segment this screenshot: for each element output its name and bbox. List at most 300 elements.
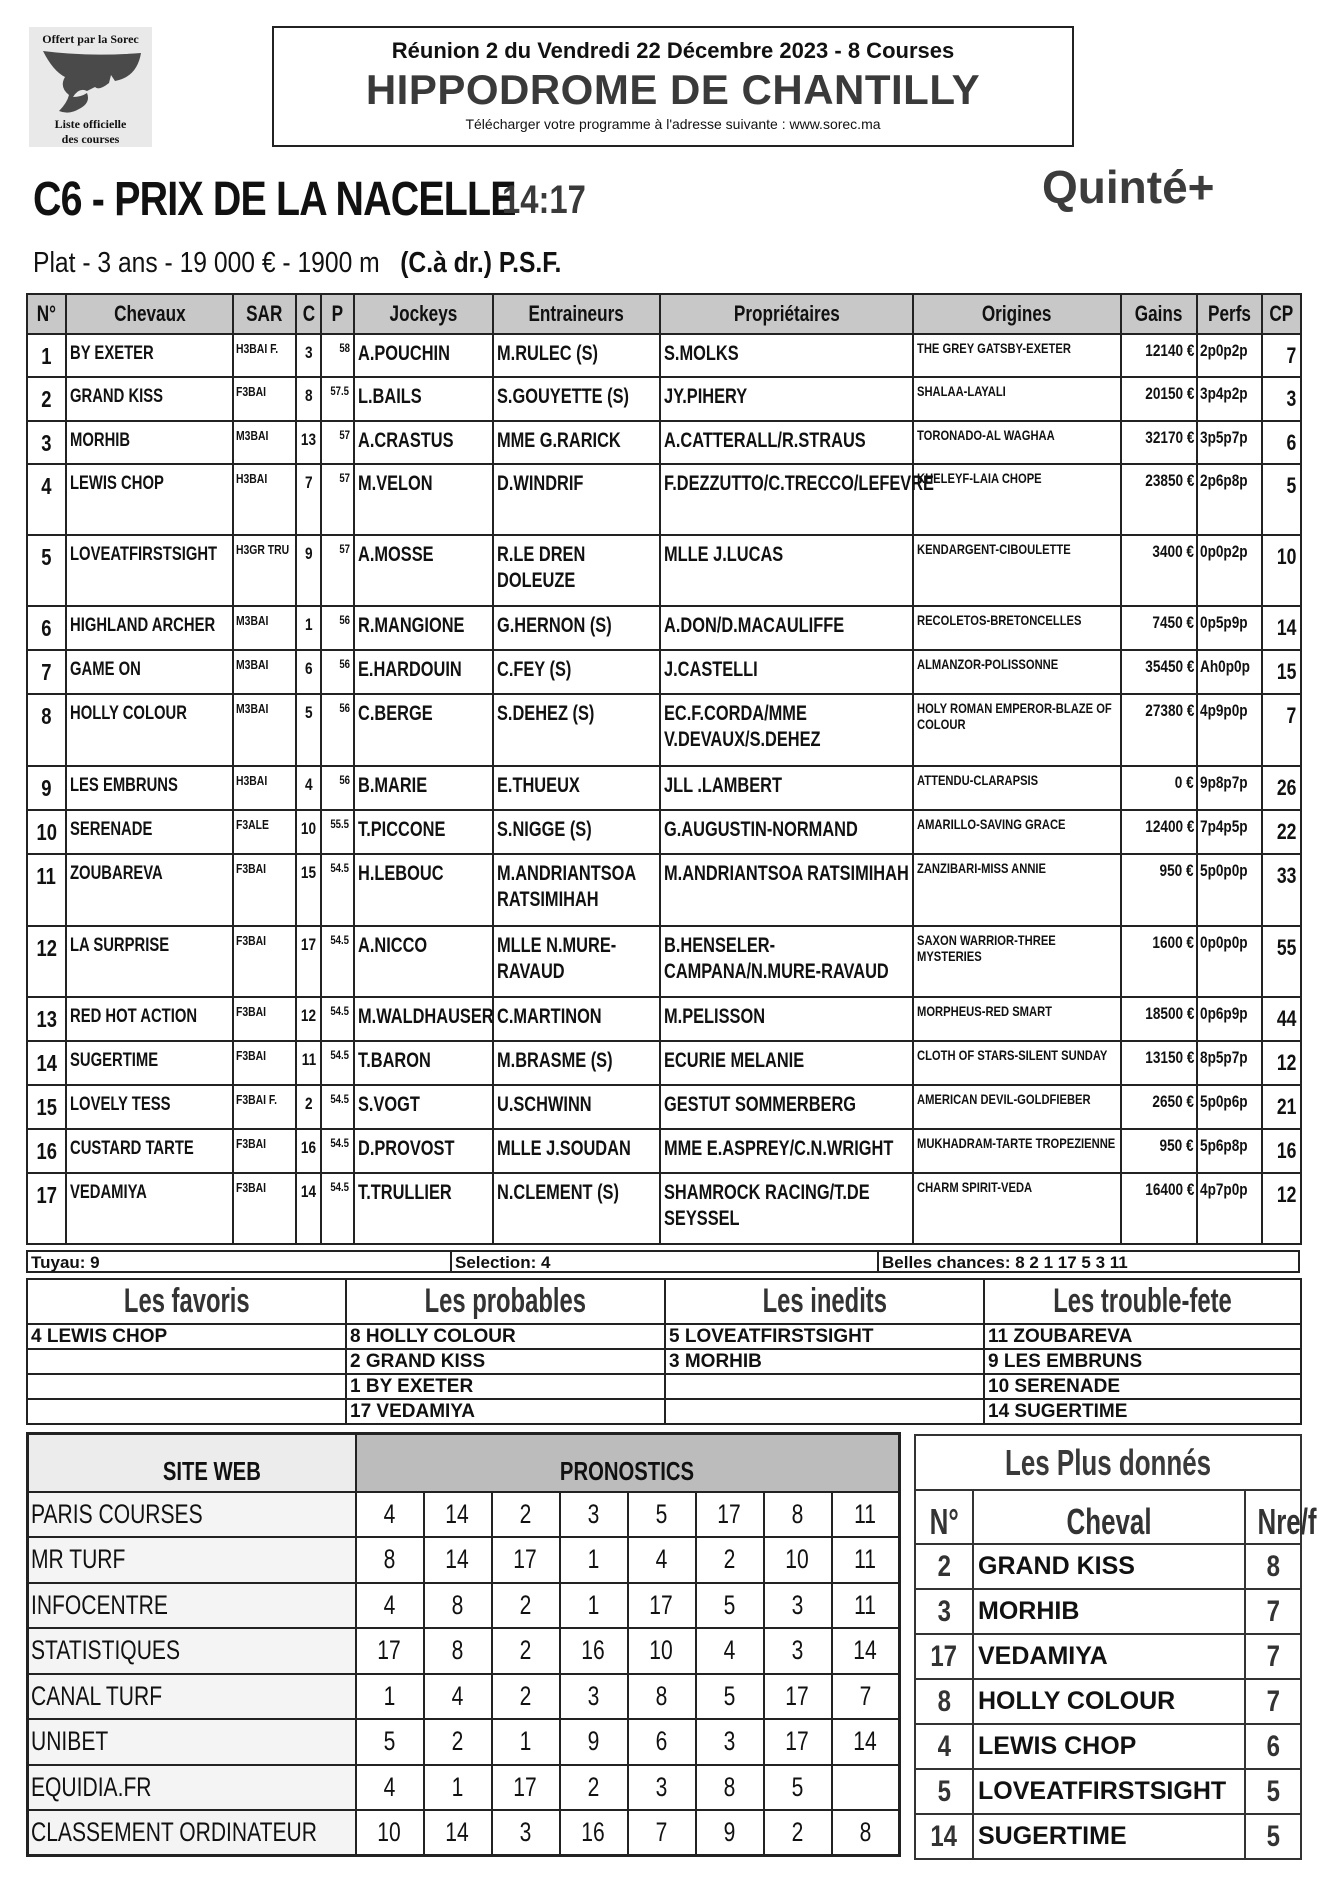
owner-name: M.ANDRIANTSOA RATSIMIHAH [660, 854, 913, 926]
race-time: 14:17 [502, 178, 586, 222]
plus-count: 5 [1245, 1769, 1301, 1814]
recent-form: 5p0p6p [1197, 1085, 1262, 1129]
category-cell: 10 SERENADE [984, 1374, 1301, 1399]
sar-code: F3BAI [233, 1041, 296, 1085]
category-cell: 14 SUGERTIME [984, 1399, 1301, 1424]
horse-name: SUGERTIME [66, 1041, 233, 1085]
horse-name: LOVEATFIRSTSIGHT [66, 535, 233, 606]
earnings: 18500 € [1121, 997, 1197, 1041]
earnings: 950 € [1121, 1129, 1197, 1173]
earnings: 27380 € [1121, 694, 1197, 766]
sar-code: F3BAI [233, 926, 296, 997]
weight: 57.5 [321, 377, 354, 421]
recent-form: 0p6p9p [1197, 997, 1262, 1041]
recent-form: 3p5p7p [1197, 421, 1262, 464]
plus-donnes-row [915, 1544, 1301, 1589]
plus-count: 5 [1245, 1814, 1301, 1859]
trainer-name: MLLE J.SOUDAN [493, 1129, 660, 1173]
horse-name: BY EXETER [66, 334, 233, 377]
pick-cell: 16 [560, 1628, 628, 1674]
pedigree: MUKHADRAM-TARTE TROPEZIENNE [913, 1129, 1121, 1173]
stall-number: 1 [296, 606, 321, 650]
earnings: 1600 € [1121, 926, 1197, 997]
col-header-sar: SAR [233, 294, 296, 334]
horse-name: LEWIS CHOP [66, 464, 233, 535]
pedigree: AMERICAN DEVIL-GOLDFIEBER [913, 1085, 1121, 1129]
earnings: 12140 € [1121, 334, 1197, 377]
pick-cell: 4 [628, 1537, 696, 1583]
plus-donnes-row [915, 1679, 1301, 1724]
horse-name: MORHIB [66, 421, 233, 464]
table-row [27, 1129, 1301, 1173]
owner-name: JLL .LAMBERT [660, 766, 913, 810]
trainer-name: C.MARTINON [493, 997, 660, 1041]
categories-row [27, 1349, 1301, 1374]
pronostic-row [28, 1765, 900, 1811]
horse-name: HOLLY COLOUR [66, 694, 233, 766]
logo-top-text: Offert par la Sorec [42, 32, 139, 46]
pronostic-row [28, 1628, 900, 1674]
cp-value: 12 [1262, 1041, 1301, 1085]
jockey-name: E.HARDOUIN [354, 650, 493, 694]
sar-code: F3BAI [233, 1129, 296, 1173]
earnings: 3400 € [1121, 535, 1197, 606]
sar-code: F3BAI F. [233, 1085, 296, 1129]
weight: 55.5 [321, 810, 354, 854]
stall-number: 3 [296, 334, 321, 377]
horse-name: GAME ON [66, 650, 233, 694]
race-conditions-bold: (C.à dr.) P.S.F. [400, 247, 562, 279]
jockey-name: R.MANGIONE [354, 606, 493, 650]
earnings: 16400 € [1121, 1173, 1197, 1244]
meeting-header [272, 26, 1074, 147]
sar-code: M3BAI [233, 650, 296, 694]
cp-value: 3 [1262, 377, 1301, 421]
category-cell [27, 1399, 346, 1424]
pick-cell: 17 [628, 1583, 696, 1629]
runner-number: 10 [27, 810, 66, 854]
stall-number: 8 [296, 377, 321, 421]
horse-name: LOVELY TESS [66, 1085, 233, 1129]
category-cell: 11 ZOUBAREVA [984, 1324, 1301, 1349]
sorec-logo [29, 27, 152, 147]
plus-count: 8 [1245, 1544, 1301, 1589]
col-header-gains: Gains [1121, 294, 1197, 334]
pronostic-row [28, 1719, 900, 1765]
sar-code: F3BAI [233, 997, 296, 1041]
bet-type-label: Quinté+ [1042, 161, 1215, 213]
pedigree: KENDARGENT-CIBOULETTE [913, 535, 1121, 606]
earnings: 2650 € [1121, 1085, 1197, 1129]
weight: 54.5 [321, 1129, 354, 1173]
earnings: 12400 € [1121, 810, 1197, 854]
owner-name: A.CATTERALL/R.STRAUS [660, 421, 913, 464]
pick-cell: 9 [560, 1719, 628, 1765]
pronostics-table [26, 1432, 901, 1857]
trainer-name: MLLE N.MURE-RAVAUD [493, 926, 660, 997]
table-row [27, 1041, 1301, 1085]
jockey-name: S.VOGT [354, 1085, 493, 1129]
recent-form: 3p4p2p [1197, 377, 1262, 421]
pick-cell: 3 [492, 1810, 560, 1856]
pick-cell: 5 [764, 1765, 832, 1811]
pick-cell: 7 [832, 1674, 900, 1720]
owner-name: B.HENSELER-CAMPANA/N.MURE-RAVAUD [660, 926, 913, 997]
pedigree: AMARILLO-SAVING GRACE [913, 810, 1121, 854]
sar-code: H3GR TRU [233, 535, 296, 606]
pedigree: CLOTH OF STARS-SILENT SUNDAY [913, 1041, 1121, 1085]
trainer-name: E.THUEUX [493, 766, 660, 810]
table-row [27, 377, 1301, 421]
stall-number: 17 [296, 926, 321, 997]
sar-code: H3BAI F. [233, 334, 296, 377]
runner-number: 13 [27, 997, 66, 1041]
col-header-jockeys: Jockeys [354, 294, 493, 334]
trainer-name: C.FEY (S) [493, 650, 660, 694]
jockey-name: A.POUCHIN [354, 334, 493, 377]
recent-form: 4p9p0p [1197, 694, 1262, 766]
pick-cell: 7 [628, 1810, 696, 1856]
jockey-name: T.BARON [354, 1041, 493, 1085]
weight: 57 [321, 421, 354, 464]
stall-number: 4 [296, 766, 321, 810]
jockey-name: T.PICCONE [354, 810, 493, 854]
pick-cell: 3 [628, 1765, 696, 1811]
cp-value: 26 [1262, 766, 1301, 810]
table-row [27, 421, 1301, 464]
download-note: Télécharger votre programme à l'adresse suivante : www.sorec.ma [465, 116, 881, 132]
pick-cell: 1 [424, 1765, 492, 1811]
pick-cell: 1 [560, 1583, 628, 1629]
sar-code: F3ALE [233, 810, 296, 854]
stall-number: 15 [296, 854, 321, 926]
cp-value: 12 [1262, 1173, 1301, 1244]
sar-code: M3BAI [233, 606, 296, 650]
table-row [27, 766, 1301, 810]
weight: 56 [321, 650, 354, 694]
pick-cell: 5 [628, 1492, 696, 1538]
runner-number: 8 [27, 694, 66, 766]
pick-cell: 16 [560, 1810, 628, 1856]
pedigree: ATTENDU-CLARAPSIS [913, 766, 1121, 810]
sar-code: F3BAI [233, 377, 296, 421]
earnings: 23850 € [1121, 464, 1197, 535]
cp-value: 10 [1262, 535, 1301, 606]
runner-number: 5 [27, 535, 66, 606]
pick-cell: 4 [424, 1674, 492, 1720]
trainer-name: MME G.RARICK [493, 421, 660, 464]
recent-form: 2p6p8p [1197, 464, 1262, 535]
earnings: 13150 € [1121, 1041, 1197, 1085]
horse-name: LA SURPRISE [66, 926, 233, 997]
owner-name: J.CASTELLI [660, 650, 913, 694]
pick-cell: 2 [696, 1537, 764, 1583]
pick-cell: 11 [832, 1537, 900, 1583]
cat-header-favoris: Les favoris [27, 1279, 346, 1324]
pedigree: KHELEYF-LAIA CHOPE [913, 464, 1121, 535]
pick-cell: 17 [356, 1628, 424, 1674]
race-conditions [33, 247, 561, 280]
plus-header-count: Nre/f [1245, 1490, 1301, 1544]
horse-name: HIGHLAND ARCHER [66, 606, 233, 650]
pick-cell: 17 [492, 1537, 560, 1583]
table-row [27, 694, 1301, 766]
pronostics-header: PRONOSTICS [356, 1434, 900, 1492]
weight: 56 [321, 694, 354, 766]
category-cell [665, 1374, 984, 1399]
jockey-name: A.CRASTUS [354, 421, 493, 464]
plus-horse-number: 14 [915, 1814, 973, 1859]
pick-cell: 2 [424, 1719, 492, 1765]
pick-cell: 5 [696, 1674, 764, 1720]
pick-cell: 3 [764, 1628, 832, 1674]
weight: 57 [321, 464, 354, 535]
category-cell: 2 GRAND KISS [346, 1349, 665, 1374]
selection-label: Selection: 4 [452, 1252, 879, 1271]
col-header-p: P [321, 294, 354, 334]
jockey-name: M.WALDHAUSER [354, 997, 493, 1041]
pedigree: HOLY ROMAN EMPEROR-BLAZE OF COLOUR [913, 694, 1121, 766]
owner-name: MME E.ASPREY/C.N.WRIGHT [660, 1129, 913, 1173]
category-cell [665, 1399, 984, 1424]
weight: 54.5 [321, 1041, 354, 1085]
plus-donnes-row [915, 1589, 1301, 1634]
plus-count: 7 [1245, 1589, 1301, 1634]
category-cell: 4 LEWIS CHOP [27, 1324, 346, 1349]
cat-header-trouble-fete: Les trouble-fete [984, 1279, 1301, 1324]
owner-name: EC.F.CORDA/MME V.DEVAUX/S.DEHEZ [660, 694, 913, 766]
horse-name: VEDAMIYA [66, 1173, 233, 1244]
site-name: PARIS COURSES [28, 1492, 356, 1538]
table-header-row [27, 294, 1301, 334]
pedigree: SAXON WARRIOR-THREE MYSTERIES [913, 926, 1121, 997]
pick-cell: 11 [832, 1583, 900, 1629]
sar-code: H3BAI [233, 464, 296, 535]
weight: 56 [321, 606, 354, 650]
runner-number: 3 [27, 421, 66, 464]
trainer-name: M.RULEC (S) [493, 334, 660, 377]
table-row [27, 854, 1301, 926]
pick-cell: 8 [832, 1810, 900, 1856]
stall-number: 6 [296, 650, 321, 694]
category-cell: 5 LOVEATFIRSTSIGHT [665, 1324, 984, 1349]
pick-cell: 8 [424, 1628, 492, 1674]
plus-horse-number: 3 [915, 1589, 973, 1634]
plus-horse-number: 5 [915, 1769, 973, 1814]
owner-name: A.DON/D.MACAULIFFE [660, 606, 913, 650]
pick-cell: 2 [492, 1628, 560, 1674]
plus-horse-name: GRAND KISS [973, 1544, 1245, 1589]
site-name: MR TURF [28, 1537, 356, 1583]
pronostics-header-row [28, 1434, 900, 1492]
pedigree: ALMANZOR-POLISSONNE [913, 650, 1121, 694]
trainer-name: N.CLEMENT (S) [493, 1173, 660, 1244]
cp-value: 16 [1262, 1129, 1301, 1173]
tips-bar [26, 1250, 1300, 1273]
pedigree: SHALAA-LAYALI [913, 377, 1121, 421]
plus-donnes-row [915, 1724, 1301, 1769]
horse-name: ZOUBAREVA [66, 854, 233, 926]
category-cell: 1 BY EXETER [346, 1374, 665, 1399]
pronostic-row [28, 1810, 900, 1856]
stall-number: 12 [296, 997, 321, 1041]
trainer-name: S.DEHEZ (S) [493, 694, 660, 766]
table-row [27, 334, 1301, 377]
owner-name: JY.PIHERY [660, 377, 913, 421]
plus-horse-number: 8 [915, 1679, 973, 1724]
plus-count: 6 [1245, 1724, 1301, 1769]
plus-count: 7 [1245, 1634, 1301, 1679]
plus-horse-name: MORHIB [973, 1589, 1245, 1634]
stall-number: 10 [296, 810, 321, 854]
pick-cell: 8 [356, 1537, 424, 1583]
earnings: 950 € [1121, 854, 1197, 926]
runner-number: 17 [27, 1173, 66, 1244]
trainer-name: S.NIGGE (S) [493, 810, 660, 854]
table-row [27, 535, 1301, 606]
runner-number: 12 [27, 926, 66, 997]
pick-cell [832, 1765, 900, 1811]
earnings: 20150 € [1121, 377, 1197, 421]
category-cell: 8 HOLLY COLOUR [346, 1324, 665, 1349]
trainer-name: U.SCHWINN [493, 1085, 660, 1129]
categories-row [27, 1324, 1301, 1349]
stall-number: 7 [296, 464, 321, 535]
plus-horse-number: 4 [915, 1724, 973, 1769]
site-name: UNIBET [28, 1719, 356, 1765]
pedigree: CHARM SPIRIT-VEDA [913, 1173, 1121, 1244]
cat-header-inedits: Les inedits [665, 1279, 984, 1324]
pick-cell: 9 [696, 1810, 764, 1856]
col-header-cp: CP [1262, 294, 1301, 334]
pick-cell: 17 [764, 1674, 832, 1720]
pedigree: MORPHEUS-RED SMART [913, 997, 1121, 1041]
plus-count: 7 [1245, 1679, 1301, 1724]
pick-cell: 17 [764, 1719, 832, 1765]
table-row [27, 464, 1301, 535]
plus-header-horse: Cheval [973, 1490, 1245, 1544]
cp-value: 14 [1262, 606, 1301, 650]
cp-value: 7 [1262, 334, 1301, 377]
pick-cell: 4 [356, 1583, 424, 1629]
category-cell: 9 LES EMBRUNS [984, 1349, 1301, 1374]
pick-cell: 10 [764, 1537, 832, 1583]
pick-cell: 8 [696, 1765, 764, 1811]
runner-number: 15 [27, 1085, 66, 1129]
weight: 54.5 [321, 1173, 354, 1244]
recent-form: 5p6p8p [1197, 1129, 1262, 1173]
plus-donnes-row [915, 1814, 1301, 1859]
cp-value: 21 [1262, 1085, 1301, 1129]
owner-name: G.AUGUSTIN-NORMAND [660, 810, 913, 854]
plus-horse-name: LOVEATFIRSTSIGHT [973, 1769, 1245, 1814]
weight: 54.5 [321, 1085, 354, 1129]
recent-form: 9p8p7p [1197, 766, 1262, 810]
col-header-trainers: Entraineurs [493, 294, 660, 334]
category-cell [27, 1374, 346, 1399]
sar-code: M3BAI [233, 694, 296, 766]
cp-value: 7 [1262, 694, 1301, 766]
recent-form: Ah0p0p [1197, 650, 1262, 694]
col-header-horse: Chevaux [66, 294, 233, 334]
owner-name: MLLE J.LUCAS [660, 535, 913, 606]
pick-cell: 4 [356, 1492, 424, 1538]
categories-table [26, 1278, 1302, 1425]
runner-number: 11 [27, 854, 66, 926]
pick-cell: 3 [560, 1674, 628, 1720]
plus-donnes-header-row [915, 1490, 1301, 1544]
site-name: EQUIDIA.FR [28, 1765, 356, 1811]
pick-cell: 4 [356, 1765, 424, 1811]
weight: 54.5 [321, 854, 354, 926]
plus-donnes-table [914, 1434, 1317, 1860]
stall-number: 5 [296, 694, 321, 766]
stall-number: 9 [296, 535, 321, 606]
logo-bottom-text-1: Liste officielle [54, 117, 127, 131]
cp-value: 55 [1262, 926, 1301, 997]
horse-name: SERENADE [66, 810, 233, 854]
pick-cell: 11 [832, 1492, 900, 1538]
horse-name: CUSTARD TARTE [66, 1129, 233, 1173]
owner-name: SHAMROCK RACING/T.DE SEYSSEL [660, 1173, 913, 1244]
plus-horse-name: LEWIS CHOP [973, 1724, 1245, 1769]
race-title: C6 - PRIX DE LA NACELLE [33, 173, 516, 226]
category-cell [27, 1349, 346, 1374]
pick-cell: 2 [764, 1810, 832, 1856]
pick-cell: 5 [696, 1583, 764, 1629]
earnings: 7450 € [1121, 606, 1197, 650]
site-name: CANAL TURF [28, 1674, 356, 1720]
pronostic-row [28, 1537, 900, 1583]
stall-number: 11 [296, 1041, 321, 1085]
sar-code: H3BAI [233, 766, 296, 810]
earnings: 35450 € [1121, 650, 1197, 694]
plus-horse-number: 2 [915, 1544, 973, 1589]
weight: 58 [321, 334, 354, 377]
pedigree: TORONADO-AL WAGHAA [913, 421, 1121, 464]
horse-name: RED HOT ACTION [66, 997, 233, 1041]
pick-cell: 14 [424, 1810, 492, 1856]
pick-cell: 17 [492, 1765, 560, 1811]
trainer-name: D.WINDRIF [493, 464, 660, 535]
cp-value: 5 [1262, 464, 1301, 535]
table-row [27, 1085, 1301, 1129]
earnings: 0 € [1121, 766, 1197, 810]
runner-number: 14 [27, 1041, 66, 1085]
pick-cell: 2 [492, 1674, 560, 1720]
site-name: INFOCENTRE [28, 1583, 356, 1629]
pick-cell: 3 [696, 1719, 764, 1765]
sar-code: M3BAI [233, 421, 296, 464]
pick-cell: 3 [560, 1492, 628, 1538]
tuyau-label: Tuyau: 9 [28, 1252, 452, 1271]
sar-code: F3BAI [233, 854, 296, 926]
col-header-perfs: Perfs [1197, 294, 1262, 334]
trainer-name: S.GOUYETTE (S) [493, 377, 660, 421]
category-cell: 3 MORHIB [665, 1349, 984, 1374]
pick-cell: 14 [424, 1492, 492, 1538]
jockey-name: A.MOSSE [354, 535, 493, 606]
col-header-c: C [296, 294, 321, 334]
owner-name: S.MOLKS [660, 334, 913, 377]
runner-number: 16 [27, 1129, 66, 1173]
pedigree: ZANZIBARI-MISS ANNIE [913, 854, 1121, 926]
plus-donnes-title: Les Plus donnés [915, 1435, 1301, 1490]
recent-form: 4p7p0p [1197, 1173, 1262, 1244]
weight: 56 [321, 766, 354, 810]
col-header-origins: Origines [913, 294, 1121, 334]
category-cell: 17 VEDAMIYA [346, 1399, 665, 1424]
